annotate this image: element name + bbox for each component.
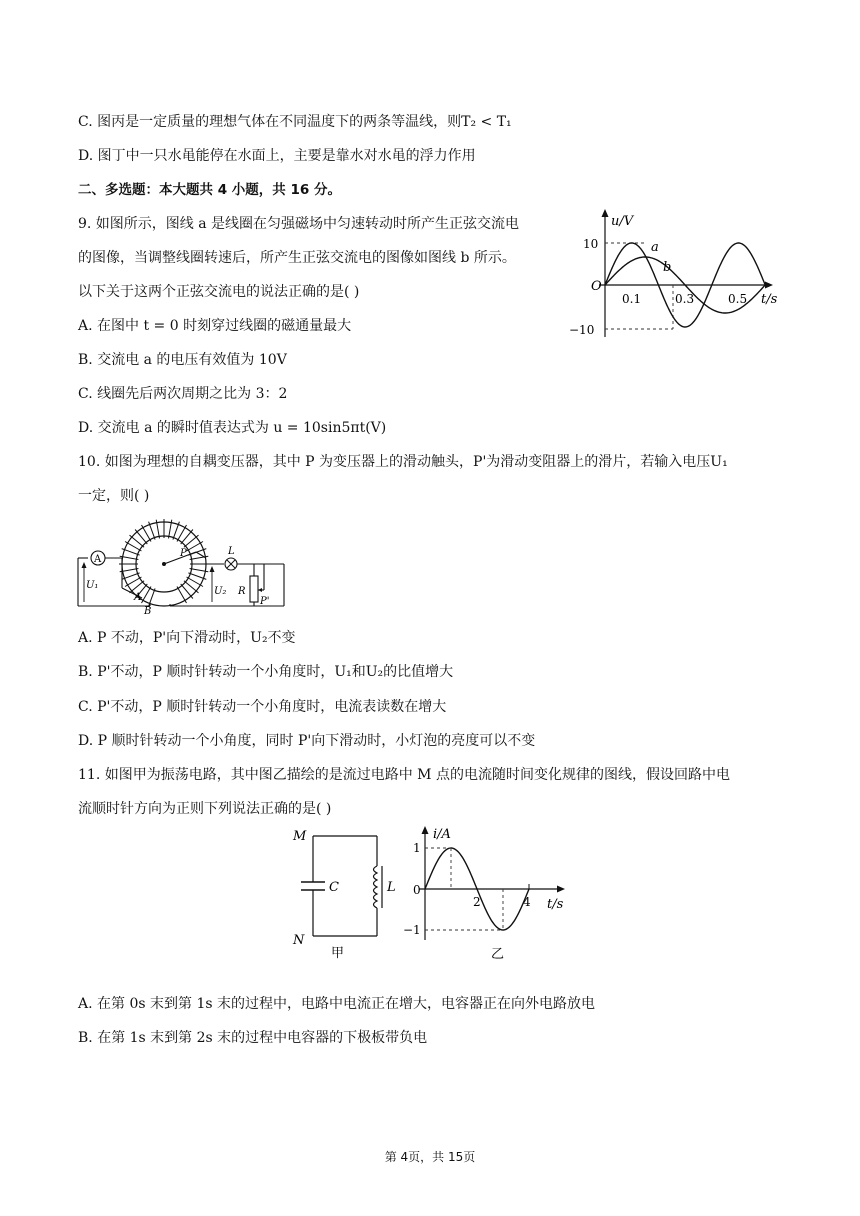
q11-stem-line-2: 流顺时针方向为正则下列说法正确的是( ) [78,801,332,817]
q9-x-axis-label: t/s [761,292,778,307]
q11-option-b: B. 在第 1s 末到第 2s 末的过程中电容器的下极板带负电 [78,1030,428,1046]
q10-option-a: A. P 不动，P'向下滑动时，U₂不变 [78,630,296,646]
section-heading: 二、多选题：本大题共 4 小题，共 16 分。 [78,182,341,198]
node-m-label: M [293,829,307,844]
q9-y-axis-label: u/V [611,214,634,229]
u2-label: U₂ [214,586,227,597]
q8-option-c: C. 图丙是一定质量的理想气体在不同温度下的两条等温线，则T₂ < T₁ [78,114,512,130]
q10-stem-line-2: 一定，则( ) [78,488,150,504]
u1-label: U₁ [86,580,99,591]
q11-y-tick-bottom: −1 [403,923,421,937]
q11-lc-figure [285,822,585,964]
q9-x-tick-0-3: 0.3 [675,292,695,306]
q10-transformer-figure [74,518,314,618]
q11-x-tick-4: 4 [523,895,531,909]
q11-y-axis-label: i/A [433,827,451,842]
q9-y-tick-bottom: −10 [569,323,595,337]
resistor-label: R [238,586,246,597]
q9-x-tick-0-1: 0.1 [622,292,642,306]
slider-p-label: P [180,548,187,559]
q9-origin-label: O [591,279,602,294]
q9-option-c: C. 线圈先后两次周期之比为 3：2 [78,386,288,402]
q9-curve-b-label: b [663,260,672,275]
figure-jia-label: 甲 [331,946,345,961]
capacitor-label: C [329,880,339,895]
point-b-label: B [144,606,152,617]
q9-curve-a-label: a [651,240,659,255]
q9-y-tick-top: 10 [583,237,599,251]
lamp-label: L [228,546,235,557]
q9-waveform-figure [565,205,785,345]
q11-y-tick-top: 1 [413,841,421,855]
point-a-label: A [134,592,142,603]
q8-option-d: D. 图丁中一只水黾能停在水面上，主要是靠水对水黾的浮力作用 [78,148,476,164]
node-n-label: N [293,933,305,948]
q10-option-c: C. P'不动，P 顺时针转动一个小角度时，电流表读数在增大 [78,699,447,715]
q9-option-b: B. 交流电 a 的电压有效值为 10V [78,352,287,368]
q11-origin-label: 0 [413,883,421,897]
q11-stem-line-1: 11. 如图甲为振荡电路，其中图乙描绘的是流过电路中 M 点的电流随时间变化规律的图线，假设回路中电 [78,767,730,783]
q10-option-d: D. P 顺时针转动一个小角度，同时 P'向下滑动时，小灯泡的亮度可以不变 [78,733,536,749]
q9-option-a: A. 在图中 t = 0 时刻穿过线圈的磁通量最大 [78,318,352,334]
q9-stem-line-1: 9. 如图所示，图线 a 是线圈在匀强磁场中匀速转动时所产生正弦交流电 [78,216,520,232]
page-footer: 第 4页，共 15页 [384,1150,476,1164]
slider-p-prime-label: P' [260,596,270,607]
q9-stem-line-3: 以下关于这两个正弦交流电的说法正确的是( ) [78,284,360,300]
q10-option-b: B. P'不动，P 顺时针转动一个小角度时，U₁和U₂的比值增大 [78,664,454,680]
q11-option-a: A. 在第 0s 末到第 1s 末的过程中，电路中电流正在增大，电容器正在向外电路放电 [78,996,595,1012]
inductor-label: L [387,880,396,895]
figure-yi-label: 乙 [491,947,505,962]
q9-x-tick-0-5: 0.5 [728,292,748,306]
q10-stem-line-1: 10. 如图为理想的自耦变压器，其中 P 为变压器上的滑动触头，P'为滑动变阻器上的滑片，若输入电压U₁ [78,454,728,470]
ammeter-label: A [94,554,102,565]
q11-x-axis-label: t/s [547,897,564,912]
q9-stem-line-2: 的图像，当调整线圈转速后，所产生正弦交流电的图像如图线 b 所示。 [78,250,516,266]
q9-option-d: D. 交流电 a 的瞬时值表达式为 u = 10sin5πt(V) [78,420,387,436]
q11-x-tick-2: 2 [473,895,481,909]
